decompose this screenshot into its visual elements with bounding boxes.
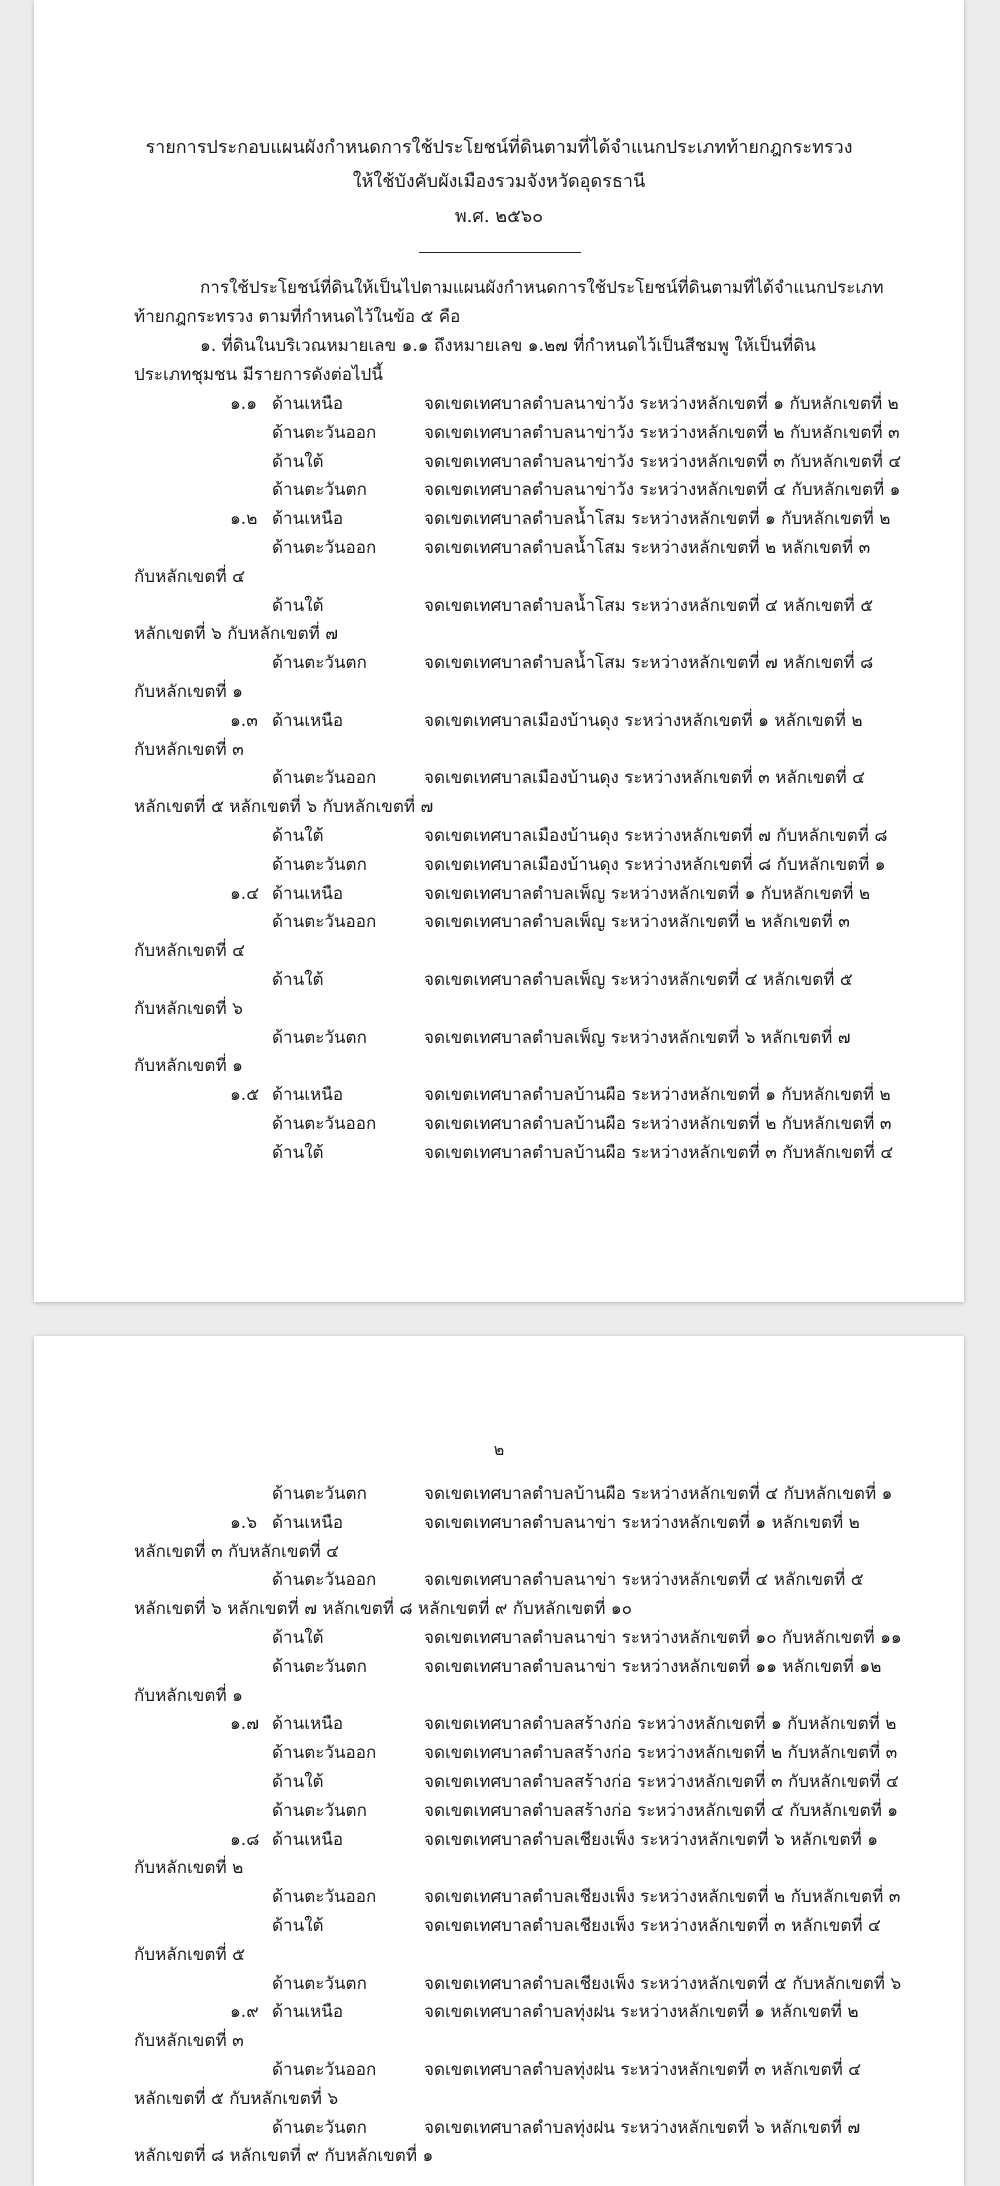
boundary-description: จดเขตเทศบาลตำบลน้ำโสม ระหว่างหลักเขตที่ ๒ หลักเขตที่ ๓	[424, 538, 871, 558]
boundary-direction: ด้านตะวันตก	[272, 1656, 367, 1677]
boundary-description: จดเขตเทศบาลตำบลเพ็ญ ระหว่างหลักเขตที่ ๑ กับหลักเขตที่ ๒	[424, 883, 871, 904]
boundary-direction: ด้านเหนือ	[272, 1829, 344, 1850]
item1-line-2: ประเภทชุมชน มีรายการดังต่อไปนี้	[134, 365, 383, 385]
boundary-description-continued: หลักเขตที่ ๓ กับหลักเขตที่ ๔	[134, 1541, 339, 1562]
document-title-line-1: รายการประกอบแผนผังกำหนดการใช้ประโยชน์ที่ดินตามที่ได้จำแนกประเภทท้ายกฎกระทรวง	[145, 137, 853, 158]
boundary-description: จดเขตเทศบาลตำบลเพ็ญ ระหว่างหลักเขตที่ ๖ หลักเขตที่ ๗	[424, 1027, 851, 1048]
boundary-direction: ด้านเหนือ	[272, 2002, 344, 2023]
boundary-description-continued: กับหลักเขตที่ ๑	[134, 1685, 243, 1706]
section-number: ๑.๘	[230, 1829, 260, 1850]
boundary-description: จดเขตเทศบาลตำบลสร้างก่อ ระหว่างหลักเขตที่ ๒ กับหลักเขตที่ ๓	[424, 1743, 898, 1764]
boundary-description-continued: หลักเขตที่ ๖ กับหลักเขตที่ ๗	[134, 624, 339, 645]
boundary-description: จดเขตเทศบาลเมืองบ้านดุง ระหว่างหลักเขตที่ ๗ กับหลักเขตที่ ๘	[424, 826, 888, 846]
title-divider	[419, 252, 581, 253]
boundary-description: จดเขตเทศบาลเมืองบ้านดุง ระหว่างหลักเขตที่ ๘ กับหลักเขตที่ ๑	[424, 854, 886, 875]
boundary-direction: ด้านตะวันออก	[272, 1887, 377, 1908]
boundary-description-continued: หลักเขตที่ ๕ กับหลักเขตที่ ๖	[134, 2088, 339, 2109]
boundary-direction: ด้านตะวันออก	[272, 768, 377, 789]
boundary-direction: ด้านใต้	[272, 826, 324, 846]
boundary-direction: ด้านตะวันตก	[272, 2117, 367, 2138]
document-title-year: พ.ศ. ๒๕๖๐	[454, 206, 544, 227]
boundary-description: จดเขตเทศบาลตำบลสร้างก่อ ระหว่างหลักเขตที่ ๑ กับหลักเขตที่ ๒	[424, 1714, 897, 1735]
boundary-direction: ด้านเหนือ	[272, 394, 344, 414]
boundary-description: จดเขตเทศบาลเมืองบ้านดุง ระหว่างหลักเขตที่ ๑ หลักเขตที่ ๒	[424, 710, 863, 731]
item1-line-1: ๑. ที่ดินในบริเวณหมายเลข ๑.๑ ถึงหมายเลข ๑.๒๗ ที่กำหนดไว้เป็นสีชมพู ให้เป็นที่ดิน	[200, 336, 816, 356]
boundary-description: จดเขตเทศบาลตำบลนาข่าวัง ระหว่างหลักเขตที่ ๑ กับหลักเขตที่ ๒	[424, 394, 899, 414]
boundary-description-continued: กับหลักเขตที่ ๖	[134, 998, 243, 1019]
boundary-description: จดเขตเทศบาลตำบลนาข่า ระหว่างหลักเขตที่ ๔ หลักเขตที่ ๕	[424, 1570, 864, 1591]
boundary-description: จดเขตเทศบาลตำบลนาข่า ระหว่างหลักเขตที่ ๑๐ กับหลักเขตที่ ๑๑	[424, 1628, 902, 1648]
boundary-direction: ด้านเหนือ	[272, 710, 344, 731]
boundary-description-continued: กับหลักเขตที่ ๕	[134, 1944, 245, 1965]
boundary-description: จดเขตเทศบาลตำบลเพ็ญ ระหว่างหลักเขตที่ ๒ หลักเขตที่ ๓	[424, 912, 850, 933]
boundary-description: จดเขตเทศบาลตำบลทุ่งฝน ระหว่างหลักเขตที่ ๓ หลักเขตที่ ๔	[424, 2060, 862, 2080]
boundary-direction: ด้านใต้	[272, 1916, 324, 1936]
section-number: ๑.๑	[230, 394, 257, 414]
boundary-description: จดเขตเทศบาลตำบลสร้างก่อ ระหว่างหลักเขตที่ ๔ กับหลักเขตที่ ๑	[424, 1800, 899, 1821]
boundary-direction: ด้านตะวันตก	[272, 854, 367, 875]
boundary-description: จดเขตเทศบาลตำบลเพ็ญ ระหว่างหลักเขตที่ ๔ หลักเขตที่ ๕	[424, 970, 853, 990]
section-number: ๑.๔	[230, 883, 260, 904]
boundary-description: จดเขตเทศบาลตำบลเชียงเพ็ง ระหว่างหลักเขตที่ ๓ หลักเขตที่ ๔	[424, 1916, 881, 1936]
boundary-direction: ด้านเหนือ	[272, 1512, 344, 1533]
boundary-direction: ด้านตะวันตก	[272, 1800, 367, 1821]
boundary-description: จดเขตเทศบาลเมืองบ้านดุง ระหว่างหลักเขตที่ ๓ หลักเขตที่ ๔	[424, 768, 866, 789]
boundary-description-continued: กับหลักเขตที่ ๔	[134, 566, 245, 587]
section-number: ๑.๖	[230, 1512, 257, 1533]
boundary-description: จดเขตเทศบาลตำบลบ้านผือ ระหว่างหลักเขตที่ ๑ กับหลักเขตที่ ๒	[424, 1085, 891, 1106]
boundary-direction: ด้านใต้	[272, 970, 324, 990]
boundary-description: จดเขตเทศบาลตำบลนาข่า ระหว่างหลักเขตที่ ๑๑ หลักเขตที่ ๑๒	[424, 1656, 882, 1677]
boundary-direction: ด้านตะวันออก	[272, 1570, 377, 1591]
boundary-direction: ด้านตะวันออก	[272, 422, 377, 443]
boundary-description: จดเขตเทศบาลตำบลนาข่าวัง ระหว่างหลักเขตที่ ๒ กับหลักเขตที่ ๓	[424, 422, 900, 443]
boundary-description: จดเขตเทศบาลตำบลน้ำโสม ระหว่างหลักเขตที่ ๑ กับหลักเขตที่ ๒	[424, 509, 891, 530]
boundary-description-continued: หลักเขตที่ ๖ หลักเขตที่ ๗ หลักเขตที่ ๘ หลักเขตที่ ๙ กับหลักเขตที่ ๑๐	[134, 1599, 632, 1620]
boundary-direction: ด้านตะวันตก	[272, 653, 367, 674]
boundary-direction: ด้านตะวันตก	[272, 1484, 367, 1504]
section-number: ๑.๕	[230, 1085, 260, 1106]
document-page-1	[34, 0, 964, 1302]
boundary-description-continued: กับหลักเขตที่ ๔	[134, 941, 245, 962]
boundary-description: จดเขตเทศบาลตำบลเชียงเพ็ง ระหว่างหลักเขตที่ ๖ หลักเขตที่ ๑	[424, 1829, 879, 1850]
boundary-direction: ด้านเหนือ	[272, 509, 344, 530]
boundary-description: จดเขตเทศบาลตำบลนาข่า ระหว่างหลักเขตที่ ๑ หลักเขตที่ ๒	[424, 1512, 860, 1533]
boundary-description: จดเขตเทศบาลตำบลสร้างก่อ ระหว่างหลักเขตที่ ๓ กับหลักเขตที่ ๔	[424, 1772, 899, 1792]
document-title-line-2: ให้ใช้บังคับผังเมืองรวมจังหวัดอุดรธานี	[352, 171, 646, 192]
intro-line-1: การใช้ประโยชน์ที่ดินให้เป็นไปตามแผนผังกำหนดการใช้ประโยชน์ที่ดินตามที่ได้จำแนกประเภท	[200, 278, 884, 298]
boundary-direction: ด้านตะวันตก	[272, 1973, 367, 1994]
boundary-description-continued: หลักเขตที่ ๘ หลักเขตที่ ๙ กับหลักเขตที่ ๑	[134, 2146, 434, 2167]
section-number: ๑.๙	[230, 2002, 259, 2023]
boundary-description-continued: กับหลักเขตที่ ๑	[134, 1056, 243, 1077]
boundary-description: จดเขตเทศบาลตำบลทุ่งฝน ระหว่างหลักเขตที่ ๖ หลักเขตที่ ๗	[424, 2117, 861, 2138]
boundary-description: จดเขตเทศบาลตำบลบ้านผือ ระหว่างหลักเขตที่ ๔ กับหลักเขตที่ ๑	[424, 1484, 893, 1504]
boundary-description: จดเขตเทศบาลตำบลน้ำโสม ระหว่างหลักเขตที่ ๗ หลักเขตที่ ๘	[424, 653, 874, 674]
boundary-direction: ด้านตะวันตก	[272, 1027, 367, 1048]
boundary-description-continued: กับหลักเขตที่ ๓	[134, 2031, 244, 2052]
boundary-description: จดเขตเทศบาลตำบลน้ำโสม ระหว่างหลักเขตที่ ๔ หลักเขตที่ ๕	[424, 595, 874, 616]
boundary-direction: ด้านตะวันออก	[272, 912, 377, 933]
boundary-direction: ด้านตะวันออก	[272, 1743, 377, 1764]
boundary-direction: ด้านใต้	[272, 1142, 324, 1163]
section-number: ๑.๒	[230, 509, 258, 530]
boundary-direction: ด้านใต้	[272, 1628, 324, 1648]
boundary-direction: ด้านเหนือ	[272, 1714, 344, 1735]
boundary-direction: ด้านตะวันออก	[272, 2060, 377, 2080]
boundary-description: จดเขตเทศบาลตำบลบ้านผือ ระหว่างหลักเขตที่ ๒ กับหลักเขตที่ ๓	[424, 1114, 892, 1134]
section-number: ๑.๓	[230, 710, 258, 731]
boundary-description: จดเขตเทศบาลตำบลทุ่งฝน ระหว่างหลักเขตที่ ๑ หลักเขตที่ ๒	[424, 2002, 859, 2023]
boundary-description-continued: กับหลักเขตที่ ๑	[134, 682, 243, 702]
boundary-direction: ด้านตะวันออก	[272, 1114, 377, 1134]
boundary-description: จดเขตเทศบาลตำบลนาข่าวัง ระหว่างหลักเขตที่ ๓ กับหลักเขตที่ ๔	[424, 451, 902, 472]
page-number: ๒	[493, 1440, 505, 1459]
boundary-direction: ด้านเหนือ	[272, 883, 344, 904]
document-page-2	[34, 1336, 964, 2186]
boundary-description-continued: หลักเขตที่ ๕ หลักเขตที่ ๖ กับหลักเขตที่ ๗	[134, 797, 434, 818]
boundary-description: จดเขตเทศบาลตำบลนาข่าวัง ระหว่างหลักเขตที่ ๔ กับหลักเขตที่ ๑	[424, 480, 901, 501]
boundary-description-continued: กับหลักเขตที่ ๒	[134, 1858, 244, 1879]
intro-line-2: ท้ายกฎกระทรวง ตามที่กำหนดไว้ในข้อ ๕ คือ	[134, 307, 461, 327]
boundary-direction: ด้านใต้	[272, 451, 324, 472]
boundary-description: จดเขตเทศบาลตำบลเชียงเพ็ง ระหว่างหลักเขตที่ ๕ กับหลักเขตที่ ๖	[424, 1973, 902, 1994]
boundary-direction: ด้านตะวันตก	[272, 480, 367, 501]
boundary-direction: ด้านเหนือ	[272, 1085, 344, 1106]
boundary-direction: ด้านใต้	[272, 595, 324, 616]
boundary-direction: ด้านตะวันออก	[272, 538, 377, 558]
section-number: ๑.๗	[230, 1714, 259, 1735]
boundary-description-continued: กับหลักเขตที่ ๓	[134, 739, 244, 760]
boundary-description: จดเขตเทศบาลตำบลเชียงเพ็ง ระหว่างหลักเขตที่ ๒ กับหลักเขตที่ ๓	[424, 1887, 901, 1908]
boundary-description: จดเขตเทศบาลตำบลบ้านผือ ระหว่างหลักเขตที่ ๓ กับหลักเขตที่ ๔	[424, 1142, 894, 1163]
boundary-direction: ด้านใต้	[272, 1772, 324, 1792]
